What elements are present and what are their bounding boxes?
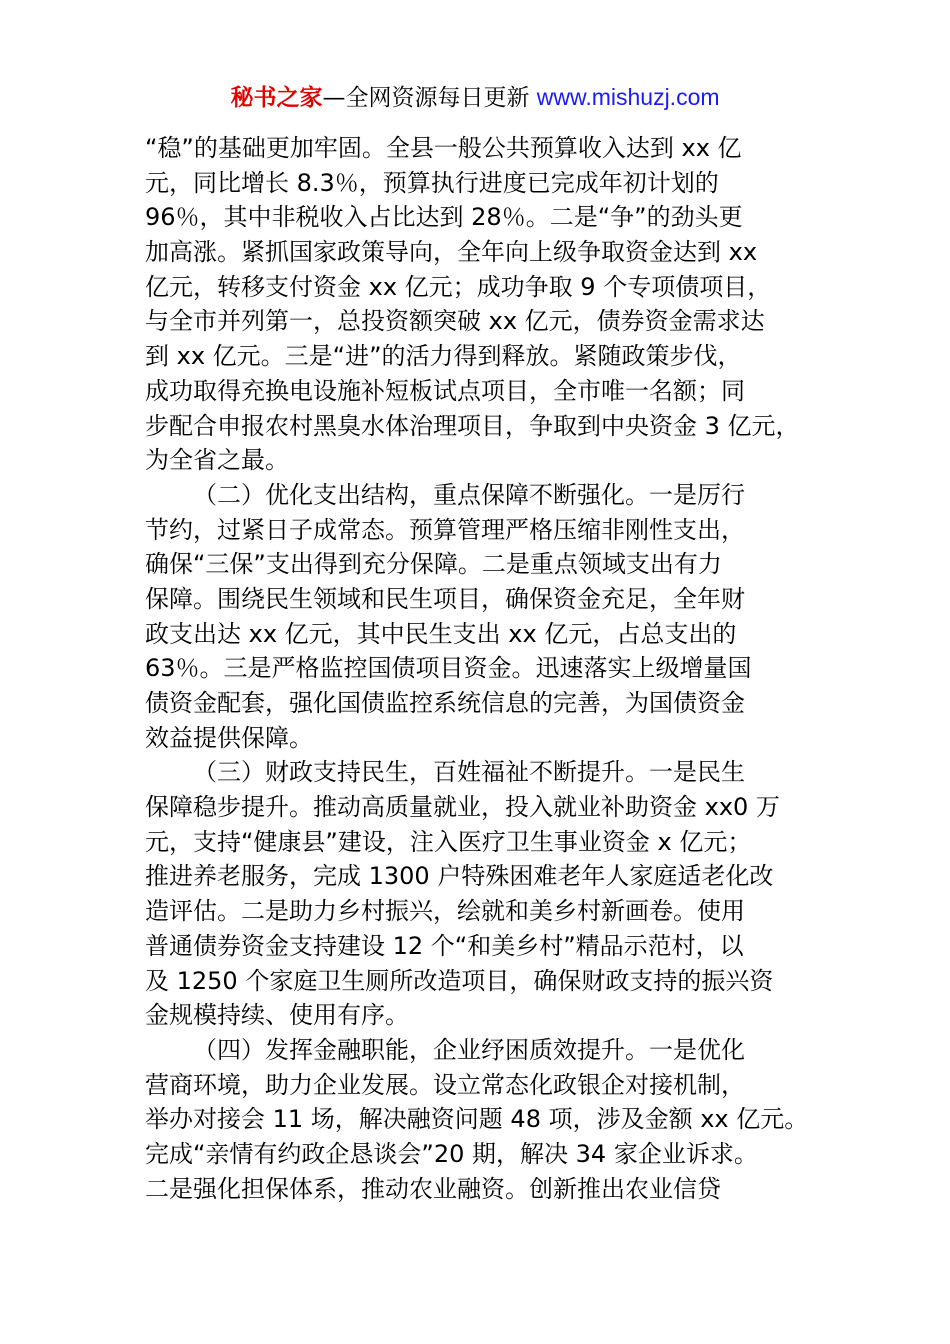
text-line: 二是强化担保体系，推动农业融资。创新推出农业信贷	[145, 1174, 721, 1203]
text-line: 元，支持“健康县”建设，注入医疗卫生事业资金 x 亿元；	[145, 827, 752, 856]
text-line: 保障。围绕民生领域和民生项目，确保资金充足，全年财	[145, 584, 745, 613]
site-brand: 秘书之家	[230, 85, 323, 111]
text-line: “稳”的基础更加牢固。全县一般公共预算收入达到 xx 亿	[145, 134, 742, 162]
text-line: 营商环境，助力企业发展。设立常态化政银企对接机制，	[145, 1070, 745, 1099]
text-line: 推进养老服务，完成 1300 户特殊困难老年人家庭适老化改	[145, 862, 774, 891]
text-line: 元，同比增长 8.3％，预算执行进度已完成年初计划的	[145, 168, 719, 197]
text-line: 亿元，转移支付资金 xx 亿元；成功争取 9 个专项债项目，	[145, 272, 772, 301]
text-line: 96％，其中非税收入占比达到 28％。二是“争”的劲头更	[145, 203, 743, 232]
text-line: 及 1250 个家庭卫生厕所改造项目，确保财政支持的振兴资	[145, 966, 774, 995]
text-line: 到 xx 亿元。三是“进”的活力得到释放。紧随政策步伐，	[145, 342, 742, 371]
section-heading-line: （四）发挥金融职能，企业纾困质效提升。一是优化	[193, 1035, 745, 1064]
text-line: 成功取得充换电设施补短板试点项目，全市唯一名额；同	[145, 376, 745, 405]
site-header	[0, 80, 950, 115]
text-line: 加高涨。紧抓国家政策导向，全年向上级争取资金达到 xx	[145, 238, 758, 267]
site-tagline: —全网资源每日更新	[322, 85, 537, 111]
text-line: 债资金配套，强化国债监控系统信息的完善，为国债资金	[145, 689, 745, 717]
text-line: 与全市并列第一，总投资额突破 xx 亿元，债券资金需求达	[145, 307, 765, 336]
site-url-link[interactable]: www.mishuzj.com	[536, 84, 720, 110]
text-line: 举办对接会 11 场，解决融资问题 48 项，涉及金额 xx 亿元。	[145, 1105, 809, 1134]
section-heading-line: （三）财政支持民生，百姓福祉不断提升。一是民生	[193, 758, 745, 787]
text-line: 确保“三保”支出得到充分保障。二是重点领域支出有力	[145, 550, 722, 579]
text-line: 为全省之最。	[145, 446, 289, 475]
text-line: 保障稳步提升。推动高质量就业，投入就业补助资金 xx0 万	[145, 793, 780, 822]
text-line: 63％。三是严格监控国债项目资金。迅速落实上级增量国	[145, 654, 752, 683]
text-line: 步配合申报农村黑臭水体治理项目，争取到中央资金 3 亿元，	[145, 411, 800, 440]
text-line: 政支出达 xx 亿元，其中民生支出 xx 亿元，占总支出的	[145, 619, 737, 648]
document-body	[145, 131, 825, 1206]
text-line: 普通债券资金支持建设 12 个“和美乡村”精品示范村，以	[145, 931, 744, 960]
section-heading-line: （二）优化支出结构，重点保障不断强化。一是厉行	[193, 480, 745, 509]
text-line: 造评估。二是助力乡村振兴，绘就和美乡村新画卷。使用	[145, 897, 745, 926]
text-line: 节约，过紧日子成常态。预算管理严格压缩非刚性支出，	[145, 515, 745, 544]
text-line: 效益提供保障。	[145, 723, 313, 752]
text-line: 完成“亲情有约政企恳谈会”20 期，解决 34 家企业诉求。	[145, 1139, 758, 1168]
text-line: 金规模持续、使用有序。	[145, 1001, 409, 1030]
